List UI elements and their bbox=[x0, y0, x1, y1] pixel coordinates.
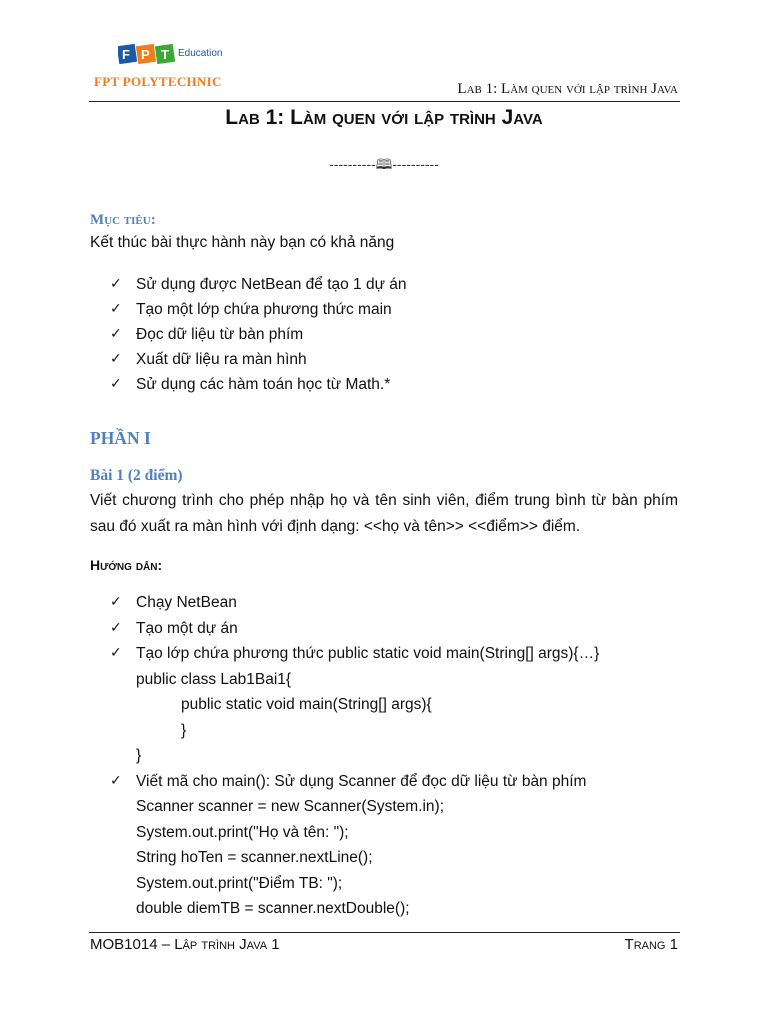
guide-heading: Hướng dẫn: bbox=[90, 557, 163, 573]
code-line: double diemTB = scanner.nextDouble(); bbox=[136, 900, 410, 917]
objective-text: Sử dụng các hàm toán học từ Math.* bbox=[136, 376, 391, 393]
objectives-intro: Kết thúc bài thực hành này bạn có khả năng bbox=[90, 234, 395, 251]
list-item bbox=[110, 590, 599, 616]
list-item bbox=[110, 372, 407, 397]
steps-list bbox=[110, 590, 599, 922]
running-header-title: Lab 1: Làm quen với lập trình Java bbox=[457, 81, 678, 97]
footer-rule bbox=[89, 932, 680, 933]
objective-text: Đọc dữ liệu từ bàn phím bbox=[136, 326, 304, 343]
list-item bbox=[110, 297, 407, 322]
code-line: public class Lab1Bai1{ bbox=[136, 670, 292, 688]
list-item bbox=[110, 347, 407, 372]
checkmark-icon: ✓ bbox=[110, 351, 122, 367]
list-item bbox=[110, 769, 599, 795]
code-line: } bbox=[136, 747, 142, 764]
code-line: } bbox=[181, 721, 187, 739]
checkmark-icon: ✓ bbox=[110, 619, 122, 636]
checkmark-icon: ✓ bbox=[110, 376, 122, 392]
code-line: String hoTen = scanner.nextLine(); bbox=[136, 849, 373, 866]
step-text: Tạo một dự án bbox=[136, 619, 238, 637]
objective-text: Sử dụng được NetBean để tạo 1 dự án bbox=[136, 276, 407, 293]
fpt-education-logo bbox=[94, 40, 234, 96]
checkmark-icon: ✓ bbox=[110, 594, 122, 610]
list-item bbox=[110, 616, 599, 642]
checkmark-icon: ✓ bbox=[110, 326, 122, 342]
exercise-description: Viết chương trình cho phép nhập họ và tên sinh viên, điểm trung bình từ bàn phím sau đó xuất ra màn hình với định dạng: <<họ và tên>> <<điểm>> điểm. bbox=[90, 492, 678, 535]
checkmark-icon: ✓ bbox=[110, 645, 122, 661]
list-item bbox=[110, 641, 599, 667]
checkmark-icon: ✓ bbox=[110, 772, 122, 789]
footer-page-number: Trang 1 bbox=[624, 936, 678, 953]
objective-text: Tạo một lớp chứa phương thức main bbox=[136, 301, 392, 318]
step-text: Viết mã cho main(): Sử dụng Scanner để đọc dữ liệu từ bàn phím bbox=[136, 772, 587, 790]
svg-text:P: P bbox=[141, 47, 150, 62]
objectives-heading: Mục tiêu: bbox=[90, 212, 156, 228]
list-item bbox=[110, 322, 407, 347]
checkmark-icon: ✓ bbox=[110, 301, 122, 317]
header-rule bbox=[89, 101, 680, 102]
logo-education-text: Education bbox=[178, 48, 223, 59]
title-separator: ----------🕮---------- bbox=[329, 156, 439, 172]
footer-course: MOB1014 – Lập trình Java 1 bbox=[90, 936, 280, 953]
code-line: public static void main(String[] args){ bbox=[181, 696, 432, 713]
code-line: Scanner scanner = new Scanner(System.in); bbox=[136, 798, 444, 815]
exercise-title: Bài 1 (2 điểm) bbox=[90, 467, 183, 484]
checkmark-icon: ✓ bbox=[110, 276, 122, 292]
code-line: System.out.print("Họ và tên: "); bbox=[136, 823, 349, 841]
objectives-list bbox=[110, 272, 407, 397]
logo-school-name: FPT POLYTECHNIC bbox=[94, 74, 222, 89]
step-text: Tạo lớp chứa phương thức public static void main(String[] args){…} bbox=[136, 645, 600, 662]
part-title: PHẦN I bbox=[90, 428, 151, 448]
list-item bbox=[110, 272, 407, 297]
objective-text: Xuất dữ liệu ra màn hình bbox=[136, 351, 307, 368]
fpt-logo-icon bbox=[118, 42, 176, 66]
svg-text:T: T bbox=[161, 47, 169, 62]
page-title: Lab 1: Làm quen với lập trình Java bbox=[225, 106, 543, 129]
logo-brand: F bbox=[122, 47, 130, 62]
code-line: System.out.print("Điểm TB: "); bbox=[136, 874, 343, 892]
step-text: Chạy NetBean bbox=[136, 594, 237, 611]
